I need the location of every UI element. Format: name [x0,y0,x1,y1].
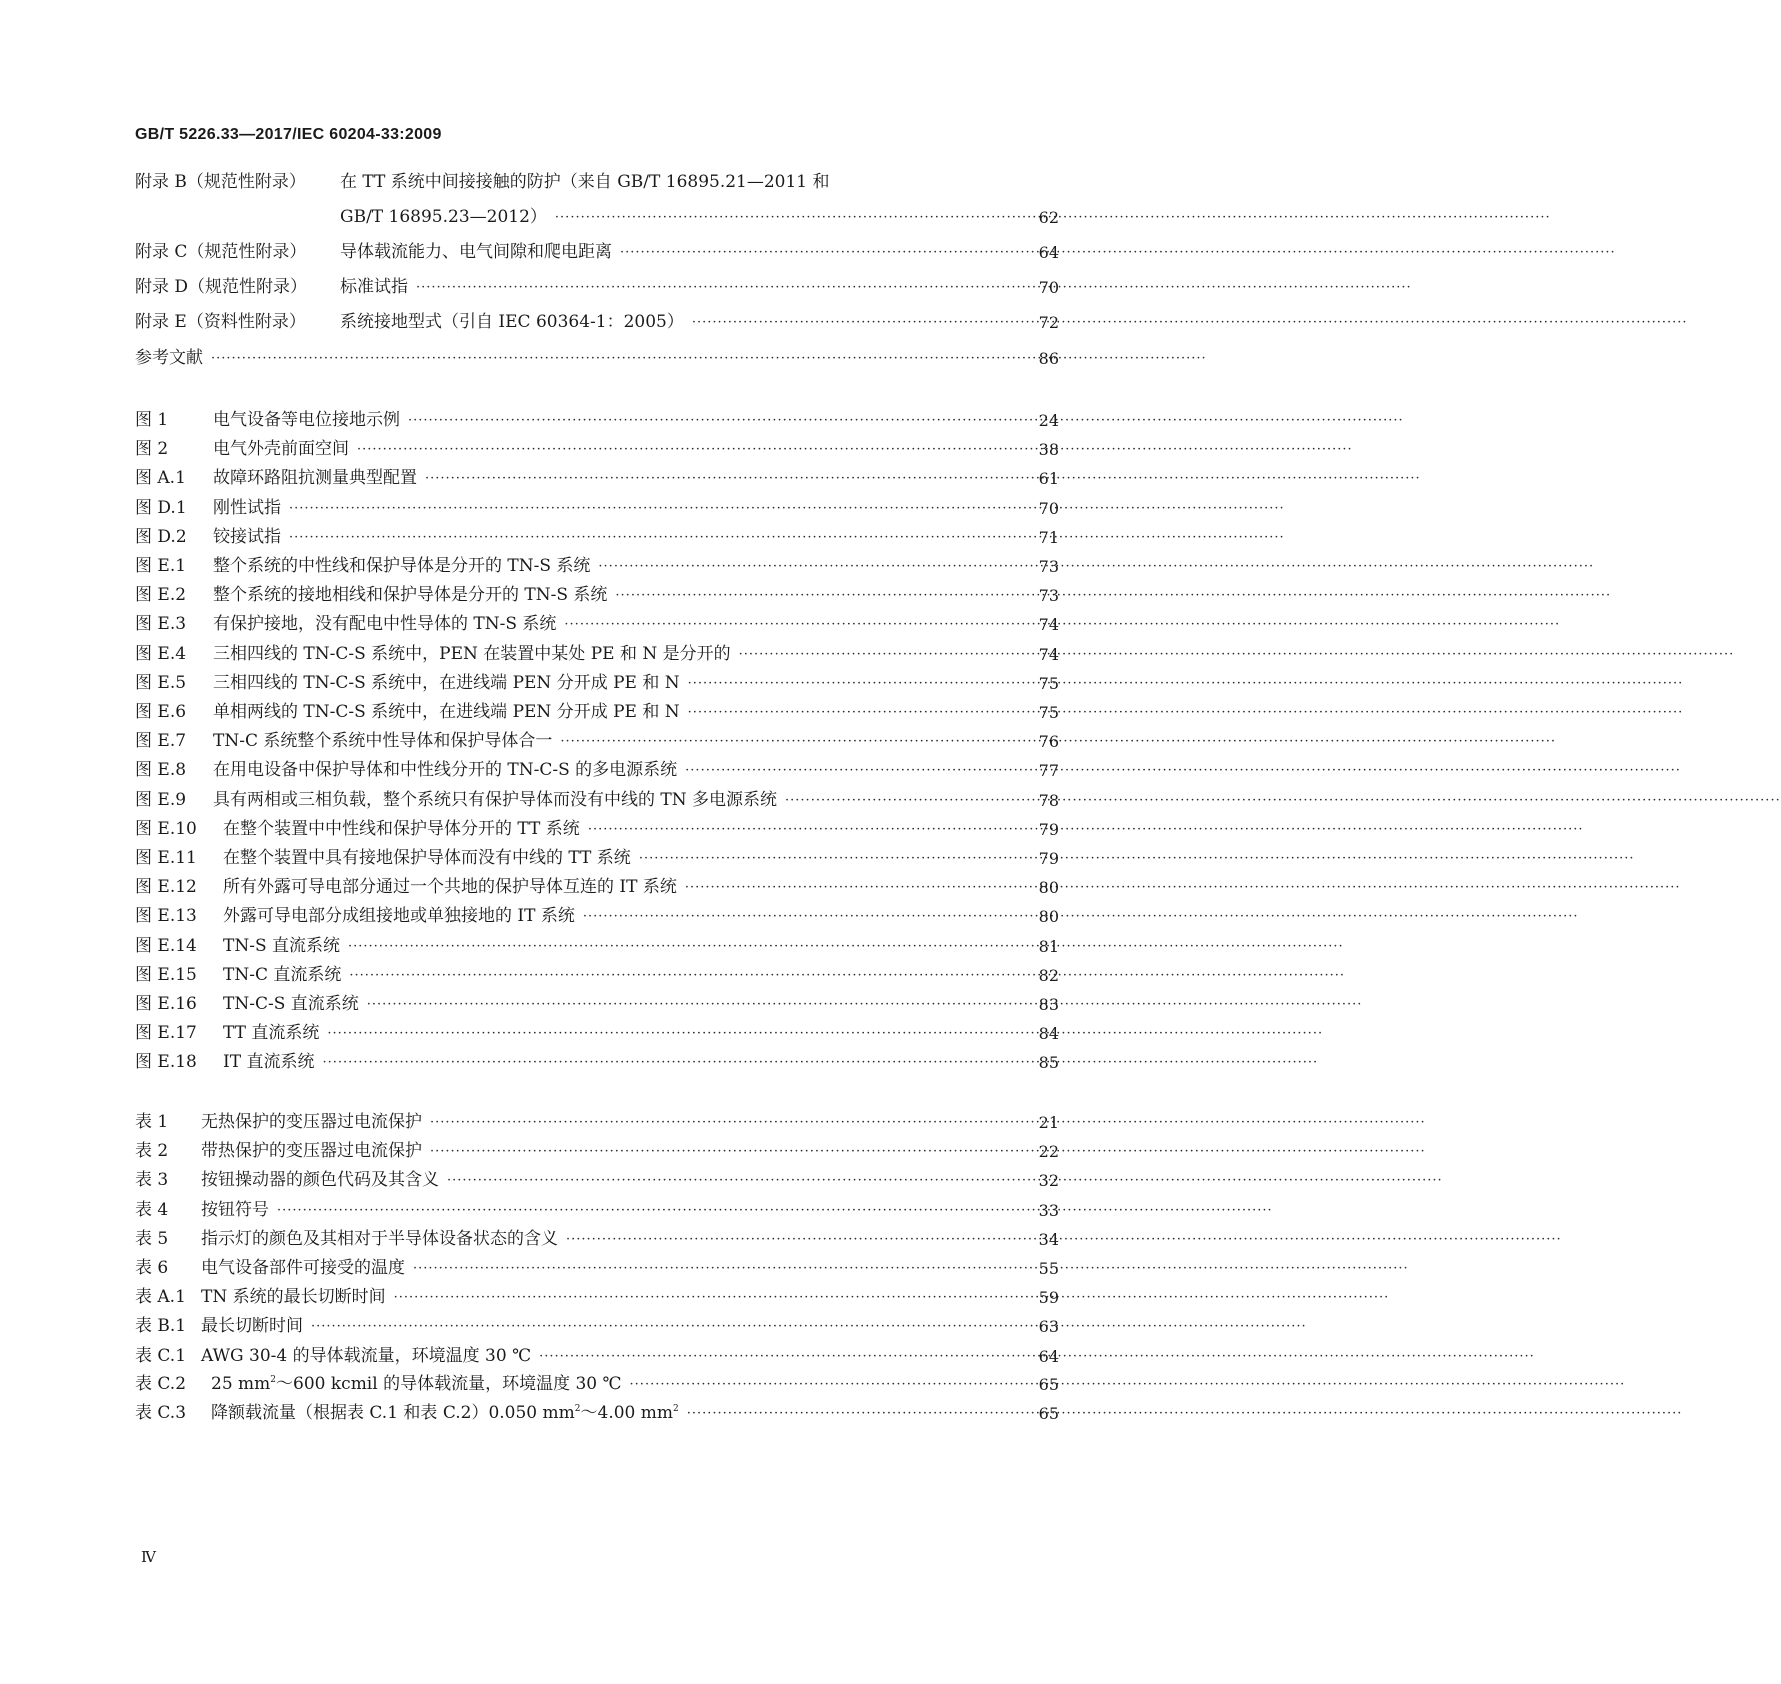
entry-label: 图 E.2 [135,585,187,606]
entry-title: 电气外壳前面空间 [213,439,349,460]
entry-title: 所有外露可导电部分通过一个共地的保护导体互连的 IT 系统 [223,877,677,898]
page-number: 75 [1038,703,1059,722]
leader-dots [692,314,1023,332]
entry-label: 图 E.6 [135,702,187,722]
leader-dots [739,646,1023,664]
entry-title: 带热保护的变压器过电流保护 [201,1141,422,1162]
page-number: 22 [1038,1142,1059,1162]
leader-dots [289,529,1023,547]
page-number: 73 [1038,586,1059,606]
entry-title: GB/T 16895.23—2012） [340,207,547,227]
figure-entry[interactable] [135,608,1059,634]
table-entry[interactable] [135,1194,1059,1220]
toc-entry-annex-c[interactable] [135,236,1059,262]
table-entry[interactable] [135,1281,1059,1307]
toc-entry-table-c2[interactable] [135,1368,1059,1394]
leader-dots [357,441,1023,459]
table-entry[interactable] [135,1340,1059,1366]
page-number: 71 [1038,527,1059,547]
entry-label: 图 E.10 [135,818,197,839]
entry-title: 在整个装置中中性线和保护导体分开的 TT 系统 [223,818,580,839]
page-number: 73 [1038,557,1059,576]
entry-label: 图 E.7 [135,731,187,752]
page-number: 63 [1038,1317,1059,1337]
leader-dots [560,733,1023,751]
page-number: 59 [1038,1288,1059,1308]
figure-entry[interactable] [135,930,1059,956]
figure-entry[interactable] [135,462,1059,488]
standard-number-header: GB/T 5226.33—2017/IEC 60204-33:2009 [135,126,442,143]
entry-title: 三相四线的 TN-C-S 系统中，PEN 在装置中某处 PE 和 N 是分开的 [213,643,731,664]
entry-label: 表 B.1 [135,1316,187,1337]
entry-title: TN-C 系统整个系统中性导体和保护导体合一 [213,731,553,752]
page-number: 80 [1038,878,1059,898]
figure-entry[interactable] [135,871,1059,897]
entry-title: 电气设备部件可接受的温度 [201,1258,405,1278]
figure-entry[interactable] [135,959,1059,985]
entry-title: 指示灯的颜色及其相对于半导体设备状态的含义 [201,1228,558,1249]
entry-title: 具有两相或三相负载，整个系统只有保护导体而没有中线的 TN 多电源系统 [213,789,778,810]
entry-label: 附录 D（规范性附录） [135,277,308,297]
entry-title: 外露可导电部分成组接地或单独接地的 IT 系统 [223,906,575,927]
entry-label: 表 C.1 [135,1345,187,1366]
page-number: 78 [1038,790,1059,810]
entry-title: AWG 30-4 的导体载流量，环境温度 30 ℃ [201,1345,532,1366]
toc-entry-annex-b-continued[interactable] [135,201,1059,227]
page-number-footer: Ⅳ [141,1548,156,1566]
entry-label: 图 E.4 [135,643,187,664]
entry-title: 电气设备等电位接地示例 [213,410,400,430]
leader-dots [289,500,1023,518]
entry-label: 表 1 [135,1112,169,1132]
entry-label: 图 E.12 [135,877,197,898]
page-number: 77 [1038,761,1059,781]
entry-label: 图 E.13 [135,906,197,927]
entry-label: 表 4 [135,1199,169,1220]
entry-title: 在 TT 系统中间接接触的防护（来自 GB/T 16895.21—2011 和 [340,172,830,192]
page-number: 83 [1038,995,1059,1014]
page-number: 74 [1038,615,1059,635]
figure-entry[interactable] [135,988,1059,1014]
leader-dots [555,209,1023,227]
page-number: 33 [1038,1200,1059,1220]
entry-title: TN-C 直流系统 [223,964,342,985]
figure-entry[interactable] [135,550,1059,576]
entry-label: 参考文献 [135,348,203,368]
page-number: 76 [1038,732,1059,752]
leader-dots [348,938,1023,956]
entry-label: 图 D.2 [135,526,187,547]
entry-label: 图 E.16 [135,994,197,1014]
entry-title: 标准试指 [340,277,408,297]
page-number: 79 [1038,849,1059,868]
leader-dots [394,1289,1023,1307]
figure-entry[interactable] [135,579,1059,605]
entry-label: 表 C.2 [135,1374,187,1394]
leader-dots [425,470,1023,488]
toc-entry-annex-b[interactable] [135,166,1059,192]
entry-label: 图 E.11 [135,848,197,868]
page-number: 38 [1038,440,1059,460]
page-number: 65 [1038,1404,1059,1423]
toc-entry-table-c3[interactable] [135,1397,1059,1423]
table-entry[interactable] [135,1252,1059,1278]
toc-entry-annex-e[interactable] [135,306,1059,332]
entry-label: 图 E.17 [135,1023,197,1044]
entry-title: 按钮操动器的颜色代码及其含义 [201,1170,439,1191]
page-number: 55 [1038,1259,1059,1278]
entry-title: 降额载流量（根据表 C.1 和表 C.2）0.050 $mm^2\sim 4.00$ $mm^2$ [211,1403,679,1423]
page-number: 21 [1038,1113,1059,1132]
entry-title: 三相四线的 TN-C-S 系统中，在进线端 PEN 分开成 PE 和 N [213,672,680,693]
table-entry[interactable] [135,1135,1059,1161]
entry-label: 图 E.15 [135,964,197,985]
leader-dots [639,850,1023,868]
page-number: 70 [1038,498,1059,518]
table-entry[interactable] [135,1310,1059,1336]
leader-dots [447,1172,1023,1190]
entry-title: 单相两线的 TN-C-S 系统中，在进线端 PEN 分开成 PE 和 N [213,702,680,722]
page-number: 62 [1038,208,1059,227]
entry-label: 表 C.3 [135,1403,187,1423]
entry-label: 表 A.1 [135,1287,186,1308]
leader-dots [566,1231,1023,1249]
entry-label: 表 3 [135,1170,169,1191]
leader-dots [598,558,1023,576]
entry-label: 图 E.1 [135,556,187,576]
leader-dots [685,762,1023,780]
entry-title: 最长切断时间 [201,1316,303,1337]
page-number: 75 [1038,673,1059,693]
figure-entry[interactable] [135,784,1059,810]
leader-dots [311,1318,1023,1336]
page-number: 70 [1038,278,1059,297]
entry-title: 在整个装置中具有接地保护导体而没有中线的 TT 系统 [223,848,631,868]
entry-title: 在用电设备中保护导体和中性线分开的 TN-C-S 的多电源系统 [213,760,678,781]
leader-dots [588,821,1023,839]
entry-title: 25 $mm^2\sim 600$ kcmil 的导体载流量，环境温度 30 ℃ [211,1374,622,1394]
page-number: 64 [1038,243,1059,262]
page-number: 74 [1038,644,1059,664]
leader-dots [785,792,1023,810]
table-entry[interactable] [135,1106,1059,1132]
leader-dots [615,587,1023,605]
entry-label: 图 E.5 [135,672,187,693]
entry-title: TT 直流系统 [223,1023,320,1044]
leader-dots [430,1114,1023,1132]
page-number: 79 [1038,819,1059,839]
leader-dots [367,996,1023,1014]
entry-label: 图 2 [135,439,169,460]
page-number: 82 [1038,965,1059,985]
leader-dots [408,412,1023,430]
entry-label: 图 A.1 [135,468,186,489]
leader-dots [564,616,1023,634]
leader-dots [685,879,1023,897]
entry-title: 有保护接地，没有配电中性导体的 TN-S 系统 [213,614,557,635]
figure-entry[interactable] [135,667,1059,693]
page-number: 34 [1038,1229,1059,1249]
figure-entry[interactable] [135,696,1059,722]
page-number: 65 [1038,1375,1059,1394]
leader-dots [277,1202,1023,1220]
page-number: 72 [1038,313,1059,332]
leader-dots [630,1376,1023,1394]
leader-dots [687,1405,1023,1423]
leader-dots [349,967,1023,985]
figure-entry[interactable] [135,1046,1059,1072]
leader-dots [327,1025,1023,1043]
figure-entry[interactable] [135,842,1059,868]
figure-entry[interactable] [135,754,1059,780]
leader-dots [688,675,1023,693]
entry-title: 导体载流能力、电气间隙和爬电距离 [340,242,612,262]
leader-dots [430,1143,1023,1161]
entry-title: TN 系统的最长切断时间 [201,1287,386,1308]
figure-entry[interactable] [135,404,1059,430]
entry-label: 附录 E（资料性附录） [135,312,306,332]
leader-dots [211,350,1023,368]
entry-label: 图 E.18 [135,1052,197,1073]
entry-label: 表 2 [135,1141,169,1162]
leader-dots [583,908,1023,926]
page-number: 84 [1038,1024,1059,1044]
figure-entry[interactable] [135,900,1059,926]
entry-title: 整个系统的接地相线和保护导体是分开的 TN-S 系统 [213,585,608,606]
leader-dots [413,1260,1023,1278]
entry-title: 铰接试指 [213,526,281,547]
page-number: 81 [1038,936,1059,956]
leader-dots [688,704,1023,722]
entry-label: 图 E.3 [135,614,187,635]
entry-title: 刚性试指 [213,497,281,518]
toc-entry-references[interactable] [135,342,1059,368]
entry-label: 附录 B（规范性附录） [135,172,306,192]
entry-label: 图 D.1 [135,497,187,518]
entry-title: 整个系统的中性线和保护导体是分开的 TN-S 系统 [213,556,591,576]
entry-label: 图 E.14 [135,935,197,956]
figure-entry[interactable] [135,1017,1059,1043]
leader-dots [620,244,1023,262]
entry-label: 图 E.9 [135,789,187,810]
entry-label: 图 1 [135,410,169,430]
entry-title: TN-S 直流系统 [223,935,341,956]
page-number: 80 [1038,907,1059,927]
page-number: 32 [1038,1171,1059,1191]
table-entry[interactable] [135,1164,1059,1190]
entry-label: 附录 C（规范性附录） [135,242,307,262]
page-number: 86 [1038,349,1059,368]
entry-title: 故障环路阻抗测量典型配置 [213,468,417,489]
entry-title: TN-C-S 直流系统 [223,994,359,1014]
entry-label: 图 E.8 [135,760,187,781]
figure-entry[interactable] [135,638,1059,664]
entry-title: 系统接地型式（引自 IEC 60364-1：2005） [340,312,684,332]
figure-entry[interactable] [135,725,1059,751]
entry-title: 无热保护的变压器过电流保护 [201,1112,422,1132]
leader-dots [322,1054,1023,1072]
leader-dots [539,1348,1023,1366]
toc-entry-annex-d[interactable] [135,271,1059,297]
page-number: 61 [1038,469,1059,489]
leader-dots [416,279,1023,297]
page-number: 64 [1038,1346,1059,1366]
entry-label: 表 6 [135,1258,169,1278]
page-number: 85 [1038,1053,1059,1073]
figure-entry[interactable] [135,521,1059,547]
entry-label: 表 5 [135,1228,169,1249]
figure-entry[interactable] [135,813,1059,839]
entry-title: 按钮符号 [201,1199,269,1220]
page-number: 24 [1038,411,1059,430]
figure-entry[interactable] [135,492,1059,518]
entry-title: IT 直流系统 [223,1052,315,1073]
table-entry[interactable] [135,1223,1059,1249]
figure-entry[interactable] [135,433,1059,459]
